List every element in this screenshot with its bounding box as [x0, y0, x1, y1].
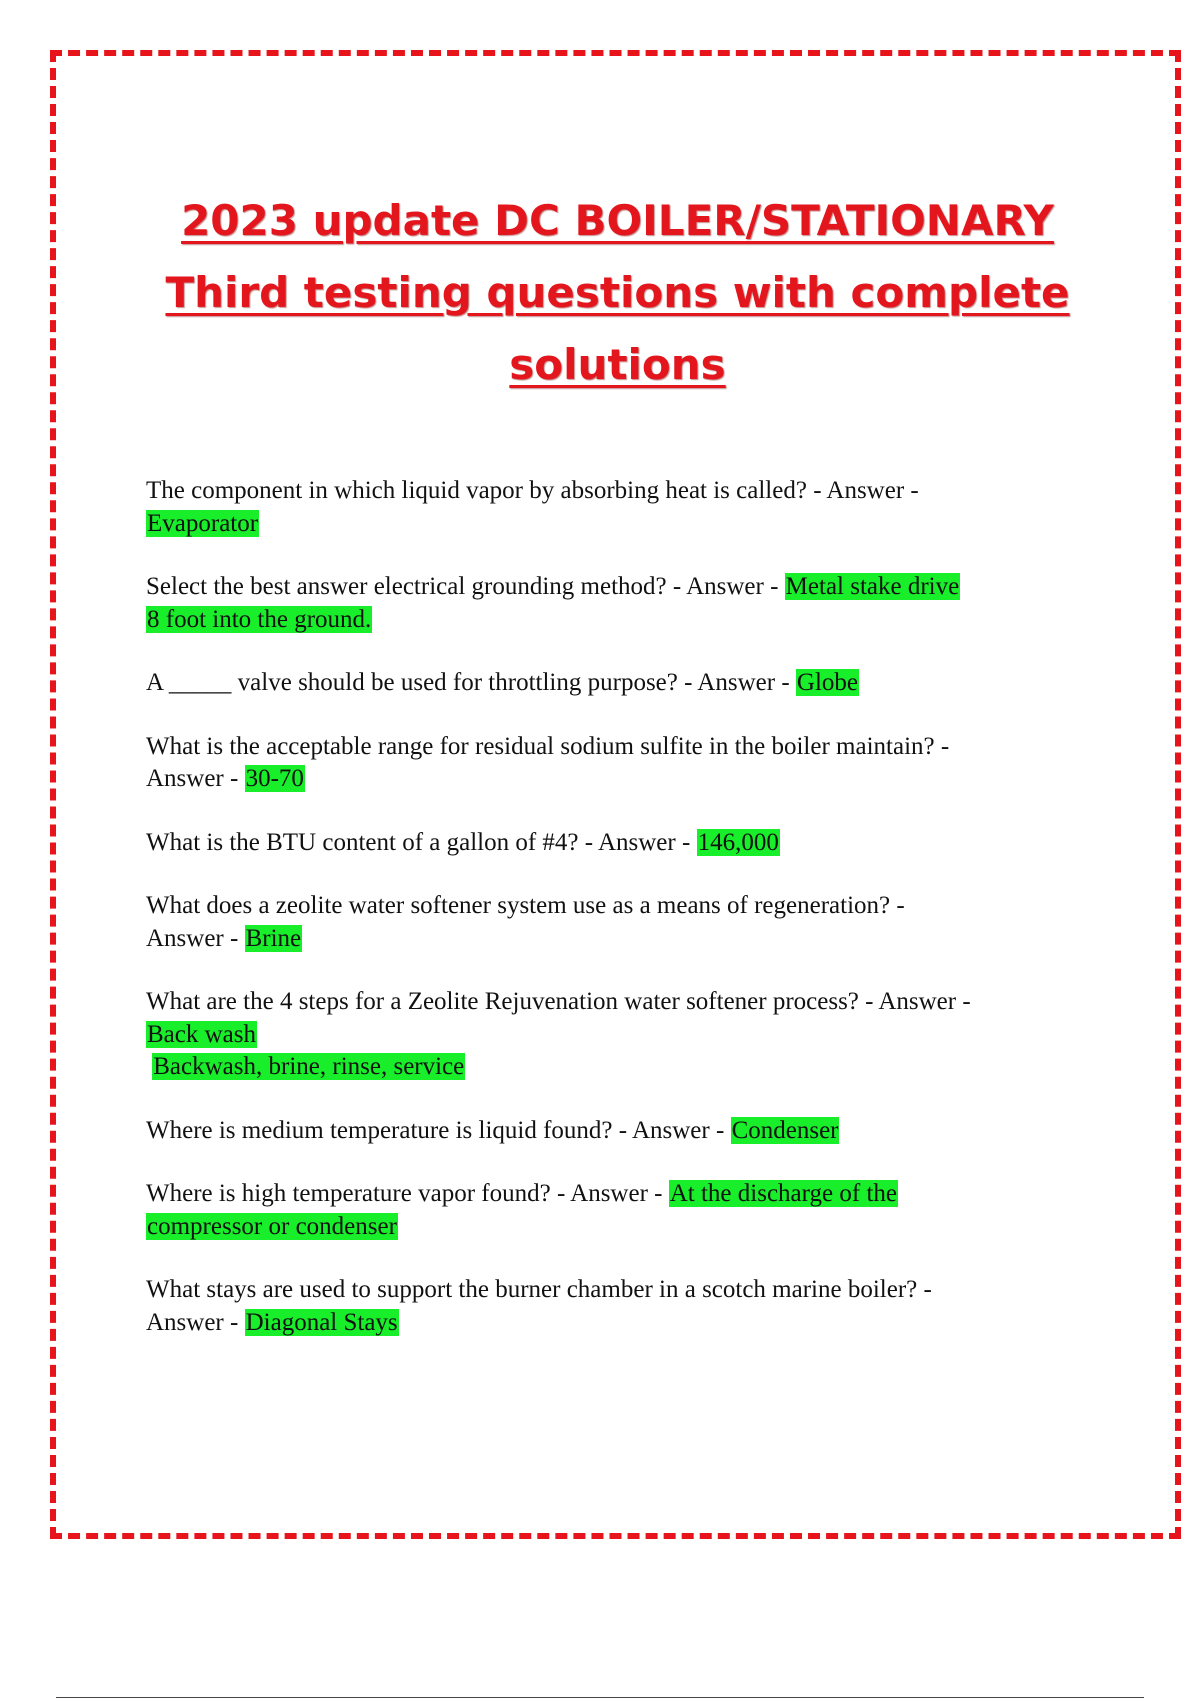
qa-item	[146, 1274, 1136, 1339]
answer-highlight: Metal stake drive	[785, 573, 960, 600]
qa-item	[146, 731, 1136, 796]
footer-divider	[56, 1697, 1144, 1698]
answer-label: Answer -	[146, 924, 245, 952]
qa-list	[146, 475, 1136, 1370]
answer-highlight: At the discharge of the	[669, 1180, 897, 1207]
qa-item	[146, 475, 1136, 540]
question-text: A _____ valve should be used for throttling purpose? - Answer -	[146, 669, 796, 696]
qa-item	[146, 1178, 1136, 1243]
answer-highlight: Condenser	[731, 1116, 839, 1144]
answer-highlight: Brine	[245, 924, 302, 952]
question-text: Where is high temperature vapor found? - Answer -	[146, 1180, 669, 1207]
qa-item	[146, 827, 1136, 860]
answer-label: Answer -	[146, 765, 245, 792]
question-text: What is the BTU content of a gallon of #4? - Answer -	[146, 828, 697, 856]
qa-item	[146, 1115, 1136, 1148]
question-text: What are the 4 steps for a Zeolite Rejuvenation water softener process? - Answer -	[146, 988, 971, 1015]
question-text: What stays are used to support the burner chamber in a scotch marine boiler? -	[146, 1276, 932, 1303]
answer-highlight: 30-70	[245, 765, 304, 792]
question-text: Where is medium temperature is liquid found? - Answer -	[146, 1116, 731, 1144]
answer-highlight: Diagonal Stays	[245, 1308, 398, 1336]
question-text: What is the acceptable range for residual sodium sulfite in the boiler maintain? -	[146, 732, 950, 760]
question-text: Select the best answer electrical grounding method? - Answer -	[146, 573, 785, 600]
answer-highlight: Backwash, brine, rinse, service	[153, 1053, 465, 1080]
qa-item	[146, 890, 1136, 955]
answer-highlight: 8 foot into the ground.	[147, 605, 372, 633]
document-body	[50, 50, 1185, 1539]
answer-label: Answer -	[146, 1308, 245, 1336]
qa-item	[146, 986, 1136, 1084]
title-line-1: 2023 update DC BOILER/STATIONARY	[181, 196, 1054, 245]
title-line-2: Third testing questions with complete	[165, 268, 1070, 317]
question-text: The component in which liquid vapor by absorbing heat is called? - Answer -	[146, 477, 919, 504]
answer-highlight: Back wash	[147, 1020, 256, 1048]
qa-item	[146, 667, 1136, 700]
answer-highlight: Evaporator	[147, 509, 259, 537]
page-title	[50, 185, 1185, 401]
answer-highlight: compressor or condenser	[147, 1212, 397, 1240]
answer-highlight: Globe	[796, 669, 858, 696]
answer-highlight: 146,000	[697, 828, 779, 856]
qa-item	[146, 571, 1136, 636]
question-text: What does a zeolite water softener system use as a means of regeneration? -	[146, 892, 905, 919]
title-line-3: solutions	[509, 340, 726, 389]
